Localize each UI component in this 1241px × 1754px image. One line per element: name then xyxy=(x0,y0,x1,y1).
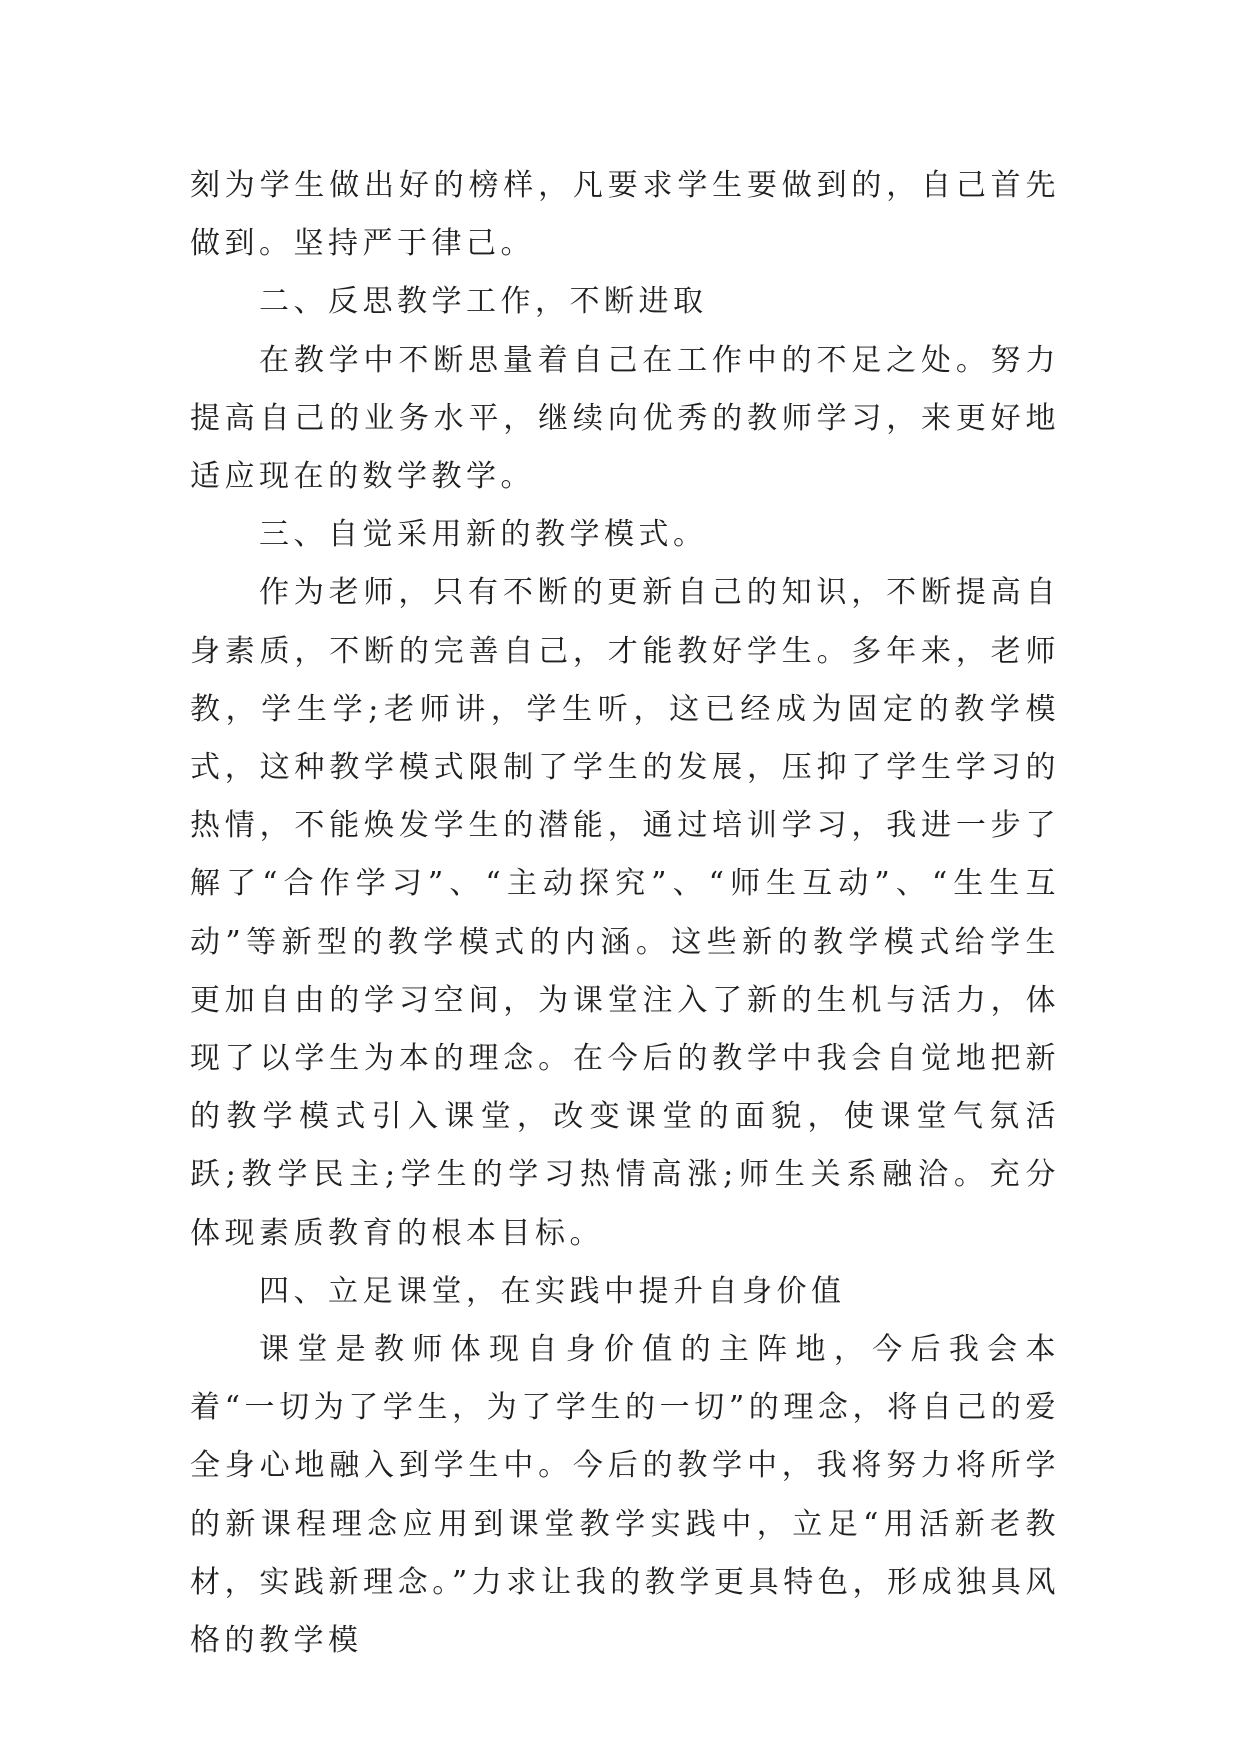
paragraph-continuation: 刻为学生做出好的榜样，凡要求学生要做到的，自己首先做到。坚持严于律己。 xyxy=(190,168,1060,262)
paragraph: 在教学中不断思量着自己在工作中的不足之处。努力提高自己的业务水平，继续向优秀的教师学习，来更好地适应现在的数学教学。 xyxy=(190,342,1060,495)
section-heading-3: 三、自觉采用新的教学模式。 xyxy=(259,517,708,553)
section-heading-4: 四、立足课堂，在实践中提升自身价值 xyxy=(259,1273,846,1309)
document-body xyxy=(190,157,1060,1670)
paragraph: 课堂是教师体现自身价值的主阵地，今后我会本着“一切为了学生，为了学生的一切”的理念，将自己的爱全身心地融入到学生中。今后的教学中，我将努力将所学的新课程理念应用到课堂教学实践中，立足“用活新老教材，实践新理念。”力求让我的教学更具特色，形成独具风格的教学模 xyxy=(190,1332,1060,1659)
section-heading-2: 二、反思教学工作，不断进取 xyxy=(259,284,708,320)
paragraph: 作为老师，只有不断的更新自己的知识，不断提高自身素质，不断的完善自己，才能教好学生。多年来，老师教，学生学;老师讲，学生听，这已经成为固定的教学模式，这种教学模式限制了学生的发展，压抑了学生学习的热情，不能焕发学生的潜能，通过培训学习，我进一步了解了“合作学习”、“主动探究”、“师生互动”、“生生互动”等新型的教学模式的内涵。这些新的教学模式给学生更加自由的学习空间，为课堂注入了新的生机与活力，体现了以学生为本的理念。在今后的教学中我会自觉地把新的教学模式引入课堂，改变课堂的面貌，使课堂气氛活跃;教学民主;学生的学习热情高涨;师生关系融洽。充分体现素质教育的根本目标。 xyxy=(190,575,1060,1251)
